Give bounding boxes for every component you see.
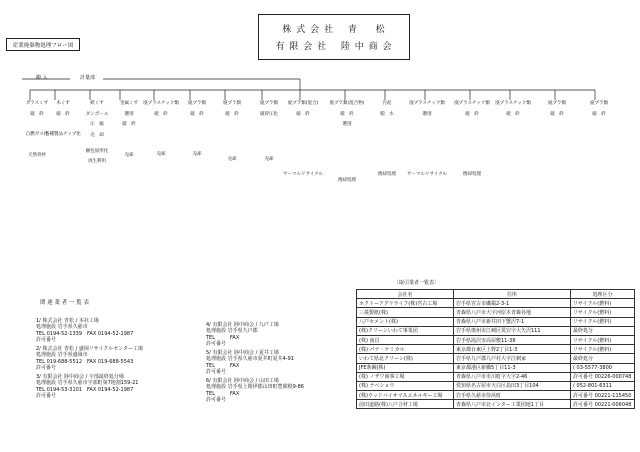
related-list-left [36,318,143,399]
waste-column [540,101,574,187]
flow-weighing: 計量部 [80,75,96,81]
waste-column [215,101,249,163]
waste-column-head: 廃プラ類 [590,101,608,106]
waste-column [80,101,114,165]
table-cell: (株) ナベショウ [357,381,454,390]
related-entry-2: 2/ 株式会社 青松 / 盛岡リサイクルセンター工場 処理施設 岩手県盛岡市 TEL 019-688-5512 FAX 019-688-5543 許可番号 [36,346,144,371]
table-row [357,335,635,344]
company-name-1: 株 式 会 社 青 松 [282,25,386,35]
table-row [357,400,635,409]
waste-column-head: 紙くず [90,101,104,106]
license-col-category: 処理区分 [571,290,635,299]
license-col-company: 会社名 [357,290,454,299]
table-cell: 東京都台東区上野2丁目1-3 [454,345,571,354]
waste-column-head: 廃プラ類 [548,101,566,106]
table-row [357,354,635,363]
table-cell: いわて県北クリーン(株) [357,354,454,363]
table-cell: (株) パナ・ケミカル [357,345,454,354]
table-row [357,391,635,400]
table-cell: 愛知県名古屋市天白区島田3丁目104 [454,381,571,390]
table-cell: (株)クリーンいわて事業団 [357,326,454,335]
waste-column-step: 焼却処理 [338,177,356,183]
table-cell: 青森県八戸市大字河原木青森谷地 [454,308,571,317]
waste-column-step: 圧 縮 [90,122,104,128]
waste-column-step: 破 砕 [122,122,136,128]
table-cell: 東京都港区新橋5丁目11-3 [454,363,571,372]
company-names-box [258,14,410,60]
table-row [357,326,635,335]
waste-column [112,101,146,159]
related-list-right [206,322,304,403]
waste-column [180,101,214,158]
related-entry-3: 3/ 有限会社 陸中商会 / 宇部最終処分場 処理施設 岩手県久慈市宇部町第7地割159-21 TEL 0194-53-3101 FAX 0194-52-1987 許可番号 [36,374,139,399]
waste-column-step: 破 砕 [56,111,70,117]
table-row [357,372,635,381]
table-cell: ホクトーアグリライフ(株)宮古工場 [357,299,454,308]
waste-column [144,101,178,158]
waste-column [46,101,80,138]
table-cell: 三菱製紙(株) [357,308,454,317]
waste-column-step: サーマルリサイクル [283,172,323,178]
waste-column-head: 廃プラスチック類 [454,101,490,106]
license-table-body [357,299,635,409]
waste-column-head: 廃プラ類 [260,101,278,106]
table-row [357,345,635,354]
waste-column-step: 破 砕 [506,111,520,117]
related-entry-5: 5/ 有限会社 陸中商会 / 夏井工場 処理施設 岩手県久慈市夏井町夏井4-91 TEL FAX 許可番号 [206,350,294,375]
table-cell: 許可番号 00221-115450 [571,391,635,400]
table-cell: (株) 南昌 [357,335,454,344]
waste-column-step: 天然骨材 [28,152,46,158]
waste-column-head: 廃プラ類 [223,101,241,106]
table-cell: 岩手県奥州市江刺区愛宕字大矢沢111 [454,326,571,335]
related-entry-6: 6/ 有限会社 陸中商会 / 山田工場 処理施設 岩手県上閉伊郡山田町豊間根9-86 TEL FAX 許可番号 [206,378,304,403]
table-cell: 八戸セメント(株) [357,317,454,326]
table-cell: (株)ウッドバイオマスエネルギー工場 [357,391,454,400]
table-cell: 岩手県久慈市侍浜町 [454,391,571,400]
related-title: 関 連 業 者 一 覧 表 [40,300,89,306]
waste-column-head: 廃プラスチック類 [143,101,179,106]
waste-column-step: ダンボール [85,111,109,117]
license-table-header-row [357,290,635,299]
table-cell: 許可番号 00226-000748 [571,372,635,381]
table-cell: 最終処分 [571,326,635,335]
table-cell: リサイクル(燃料) [571,308,635,317]
license-table-title: 〔取引業者一覧表〕 [394,280,440,286]
table-row [357,381,635,390]
table-cell: 青森県八戸市新井田下蟹沢7-1 [454,317,571,326]
doc-title: 産業廃棄物処理フロー図 [6,38,80,51]
waste-column [582,101,616,187]
waste-column-head: 廃プラ類(混合) [287,101,319,106]
waste-column-head: 廃プラ類(混合物) [329,101,365,106]
waste-column-head: 廃プラスチック類 [495,101,531,106]
waste-column-head: 廃プラ類 [188,101,206,106]
waste-column-step: 選別 [124,111,134,117]
table-row [357,363,635,372]
waste-column-head: 廃プラスチック類 [409,101,445,106]
waste-column-step: 売却 [192,152,202,158]
waste-column-step: 破 砕 [592,111,606,117]
license-col-address: 住所 [454,290,571,299]
waste-column-step: 売却 [264,157,274,163]
waste-column-head: ガラスくず [25,101,49,106]
waste-column-step: 焼却処理 [378,172,396,178]
waste-column [283,101,323,178]
related-entry-4: 4/ 有限会社 陸中商会 / 九戸工場 処理施設 岩手県九戸郡 TEL FAX 許可番号 [206,322,279,347]
waste-column-step: 破 砕 [465,111,479,117]
waste-column [330,101,364,184]
table-cell: (株) ノザワ商事工場 [357,372,454,381]
table-cell: 岩手県滝沢市高屋敷11-38 [454,335,571,344]
waste-column-step: 売却 [227,157,237,163]
waste-column-step: 破 砕 [154,111,168,117]
table-cell: 青森県八戸市市川町字大字2-46 [454,372,571,381]
flow-intake: 搬 入 [36,75,48,81]
waste-column-step: 自燃ガス化 [25,132,49,138]
table-cell: 青森県八戸市北インター工業団地1丁目 [454,400,571,409]
waste-column-step: 破砕圧化 [260,111,278,117]
waste-column-step: 選別 [422,111,432,117]
waste-column-step: 破 砕 [225,111,239,117]
waste-column-step: 破 砕 [30,111,44,117]
table-cell: リサイクル(燃料) [571,299,635,308]
waste-column-step: 梱包固形化 [85,148,109,154]
license-table [356,289,635,409]
table-cell: 許可番号 00221-006048 [571,400,635,409]
waste-column-step: 再生利用 [88,159,106,165]
waste-column-step: 焼却処理 [463,172,481,178]
table-cell: 岩手県九戸郡九戸村大字江刺家 [454,354,571,363]
waste-column-step: サーマルリサイクル [407,172,447,178]
waste-column [496,101,530,187]
waste-column-step: 売却 [124,152,134,158]
waste-column-step: 売 却 [90,132,104,138]
table-row [357,317,635,326]
waste-column-step: 各種製品チップ化 [45,132,81,138]
waste-column-step: 脱 水 [380,111,394,117]
table-cell: 最終処分 [571,354,635,363]
waste-column-step: 破 砕 [340,111,354,117]
table-cell: リサイクル(燃料) [571,335,635,344]
table-cell: リサイクル(燃料) [571,345,635,354]
waste-column-head: 汚泥 [382,101,392,106]
table-cell: リサイクル(燃料) [571,317,635,326]
waste-column-step: 破 砕 [296,111,310,117]
waste-column [455,101,489,178]
waste-column [370,101,404,178]
company-name-2: 有 限 会 社 陸 中 商 会 [275,42,393,52]
table-cell: JFE条鋼(株) [357,363,454,372]
waste-column-step: 売却 [156,152,166,158]
waste-column-step: 破 砕 [190,111,204,117]
table-cell: 岩手県宮古市磯鶏2-3-1 [454,299,571,308]
table-cell: ( 03-5577-3800 [571,363,635,372]
table-row [357,299,635,308]
waste-column-step: 破 砕 [550,111,564,117]
waste-column-head: 金属くず [120,101,138,106]
table-cell: ( 052-801-6311 [571,381,635,390]
table-cell: 前田道路(株)八戸合材工場 [357,400,454,409]
related-entry-1: 1/ 株式会社 青松 / 本社工場 処理施設 岩手県久慈市 TEL 0194-52-1339 FAX 0194-52-1987 許可番号 [36,318,134,343]
waste-column-head: 木くず [56,101,70,106]
waste-column [407,101,447,178]
table-row [357,308,635,317]
waste-column [252,101,286,163]
waste-column-step: 選別 [342,122,352,128]
